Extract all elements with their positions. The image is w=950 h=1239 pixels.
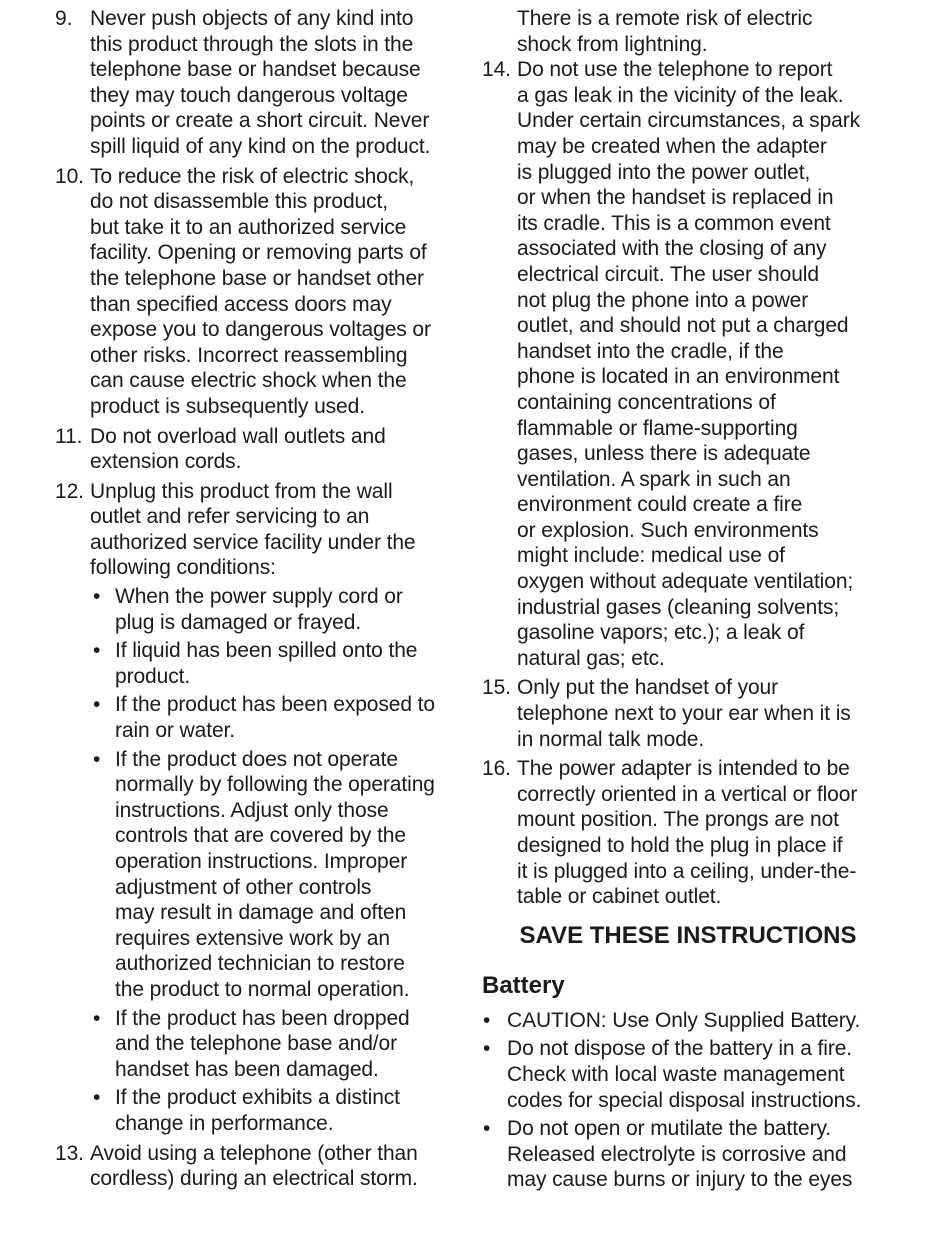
item-text: Never push objects of any kind into this product through the slots in the telephone base or handset because they may touch dangerous voltage points or create a short circuit. Never spill liquid of any kind on the product. <box>90 7 431 158</box>
bullet-marker: • <box>93 585 101 609</box>
numbered-item-14 <box>482 57 894 671</box>
bullet-marker: • <box>93 1006 101 1030</box>
sub-bullet-item <box>90 638 457 689</box>
bullet-marker: • <box>93 639 101 663</box>
right-column <box>482 6 894 1193</box>
item-number: 13. <box>55 1141 84 1165</box>
bullet-text: If the product exhibits a distinct change in performance. <box>115 1086 400 1135</box>
bullet-text: Do not open or mutilate the battery. Released electrolyte is corrosive and may cause burns or injury to the eyes <box>507 1117 853 1192</box>
item-number: 9. <box>55 7 73 30</box>
item-number: 10. <box>55 164 84 188</box>
sub-bullet-item <box>90 584 457 635</box>
item-text: Do not overload wall outlets and extension cords. <box>90 424 386 474</box>
bullet-marker: • <box>483 1117 491 1141</box>
item-number: 15. <box>482 676 511 700</box>
sub-bullet-item <box>90 692 457 743</box>
bullet-text: When the power supply cord or plug is damaged or frayed. <box>115 585 403 634</box>
save-instructions-heading: SAVE THESE INSTRUCTIONS <box>519 921 857 949</box>
item-text: Only put the handset of your telephone next to your ear when it is in normal talk mode. <box>517 676 851 751</box>
bullet-text: CAUTION: Use Only Supplied Battery. <box>507 1008 861 1032</box>
bullet-text: If the product does not operate normally by following the operating instructions. Adjust only those controls that are covered by the operation instructions. Improper adjustment of other controls may result in damage and often requires extensive work by an authorized technician to restore the product to normal operation. <box>115 747 435 1001</box>
bullet-text: If the product has been exposed to rain or water. <box>115 693 435 743</box>
left-column <box>55 6 457 1192</box>
bullet-marker: • <box>93 1086 101 1110</box>
item-text: Do not use the telephone to report a gas leak in the vicinity of the leak. Under certain circumstances, a spark may be created when the adapter is plugged into the power outlet, or when the handset is replaced in its cradle. This is a common event associated with the closing of any electrical circuit. The user should not plug the phone into a power outlet, and should not put a charged handset into the cradle, if the phone is located in an environment containing concentrations of flammable or flame-supporting gases, unless there is adequate ventilation. A spark in such an environment could create a fire or explosion. Such environments might include: medical use of oxygen without adequate ventilation; industrial gases (cleaning solvents; gasoline vapors; etc.); a leak of natural gas; etc. <box>517 58 861 670</box>
sub-bullet-item <box>90 1006 457 1083</box>
numbered-item-16 <box>482 756 894 910</box>
bullet-text: Do not dispose of the battery in a fire. Check with local waste management codes for special disposal instructions. <box>507 1037 862 1112</box>
battery-bullet-item <box>482 1036 894 1113</box>
bullet-text: If liquid has been spilled onto the product. <box>115 639 418 688</box>
item-text: To reduce the risk of electric shock, do not disassemble this product, but take it to an authorized service facility. Opening or removing parts of the telephone base or handset other than specified access doors may expose you to dangerous voltages or other risks. Incorrect reassembling can cause electric shock when the product is subsequently used. <box>90 164 431 418</box>
item-number: 11. <box>55 424 83 448</box>
item-13-continuation-text: There is a remote risk of electric shock from lightning. <box>517 7 813 56</box>
battery-bullet-list <box>482 1008 894 1193</box>
bullet-text: If the product has been dropped and the telephone base and/or handset has been damaged. <box>115 1006 410 1081</box>
item-text: Avoid using a telephone (other than cordless) during an electrical storm. <box>90 1141 418 1191</box>
numbered-item-9 <box>55 6 457 160</box>
numbered-item-11 <box>55 424 457 475</box>
sub-bullet-item <box>90 747 457 1003</box>
battery-bullet-item <box>482 1116 894 1193</box>
numbered-item-12 <box>55 479 457 1137</box>
battery-bullet-item <box>482 1008 894 1034</box>
bullet-marker: • <box>483 1008 491 1032</box>
bullet-marker: • <box>483 1037 491 1061</box>
sub-bullet-item <box>90 1085 457 1136</box>
bullet-marker: • <box>93 747 101 771</box>
item-number: 14. <box>482 58 511 82</box>
bullet-marker: • <box>93 693 101 717</box>
numbered-item-15 <box>482 675 894 752</box>
battery-heading: Battery <box>482 971 565 999</box>
numbered-item-13 <box>55 1141 457 1192</box>
item-number: 12. <box>55 479 84 503</box>
item-number: 16. <box>482 757 511 781</box>
numbered-item-10 <box>55 164 457 420</box>
item-text: The power adapter is intended to be correctly oriented in a vertical or floor mount position. The prongs are not designed to hold the plug in place if it is plugged into a ceiling, under-the- table or cabinet outlet. <box>517 757 858 909</box>
item-text: Unplug this product from the wall outlet and refer servicing to an authorized service facility under the following conditions: <box>90 479 416 580</box>
